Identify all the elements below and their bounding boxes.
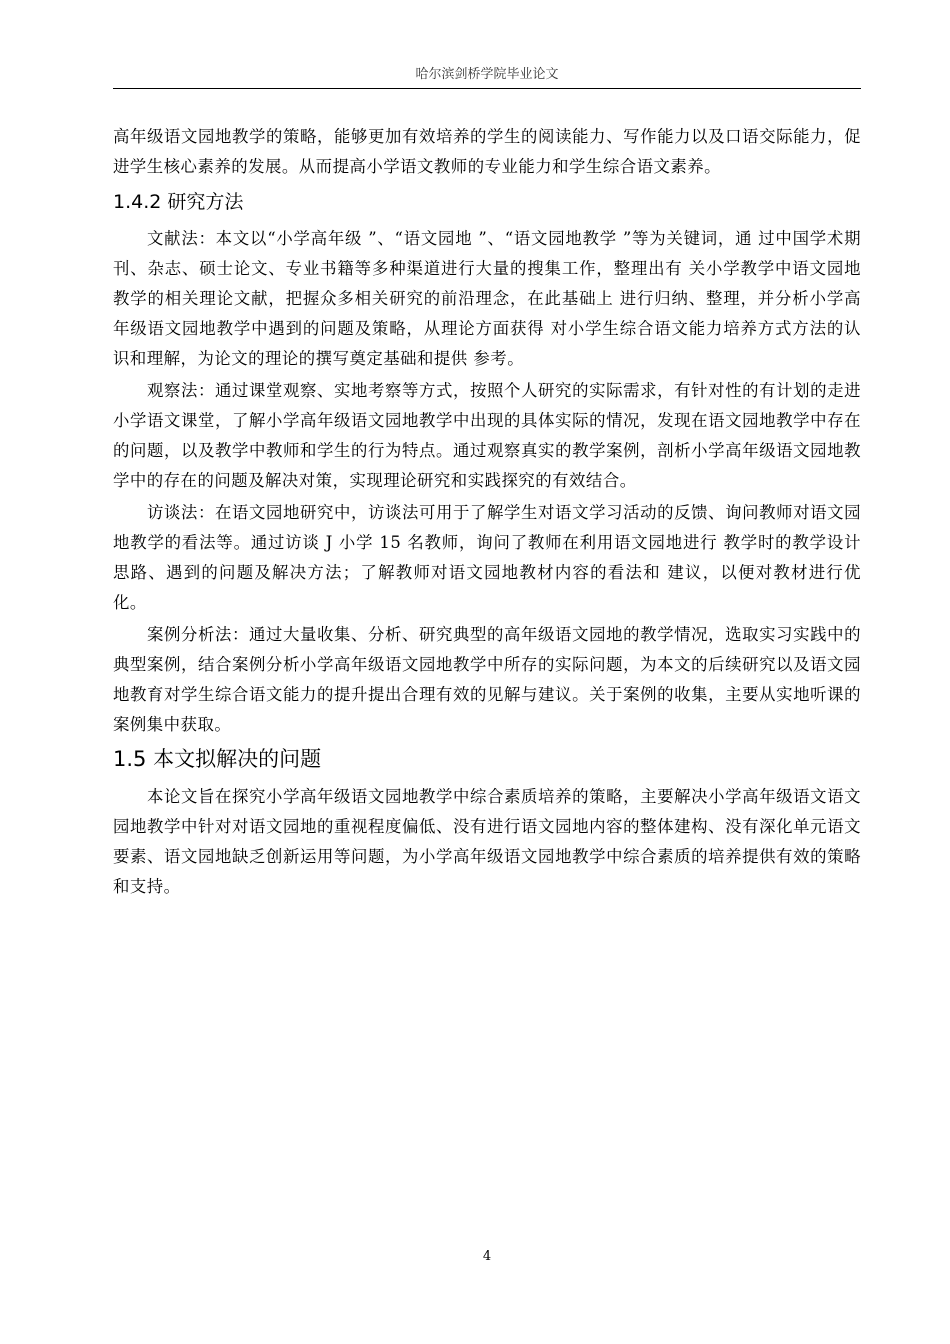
section-heading-1-4-2: 1.4.2 研究方法 bbox=[113, 191, 244, 213]
paragraph-problems-to-solve: 本论文旨在探究小学高年级语文园地教学中综合素质培养的策略，主要解决小学高年级语文语文园地教学中针对对语文园地的重视程度偏低、没有进行语文园地内容的整体建构、没有深化单元语文要素、语文园地缺乏创新运用等问题，为小学高年级语文园地教学中综合素质的培养提供有效的策略和支持。 bbox=[113, 787, 861, 896]
section-heading-1-5: 1.5 本文拟解决的问题 bbox=[113, 747, 322, 771]
paragraph-observation-method: 观察法：通过课堂观察、实地考察等方式，按照个人研究的实际需求，有针对性的有计划的走进小学语文课堂，了解小学高年级语文园地教学中出现的具体实际的情况，发现在语文园地教学中存在的问题，以及教学中教师和学生的行为特点。通过观察真实的教学案例，剖析小学高年级语文园地教学中的存在的问题及解决对策，实现理论研究和实践探究的有效结合。 bbox=[113, 381, 861, 490]
paragraph-literature-method: 文献法：本文以“小学高年级 ”、“语文园地 ”、“语文园地教学 ”等为关键词，通 过中国学术期刊、杂志、硕士论文、专业书籍等多种渠道进行大量的搜集工作，整理出有 关小学教学中语文园地教学的相关理论文献，把握众多相关研究的前沿理念，在此基础上 进行归纳、整理，并分析小学高年级语文园地教学中遇到的问题及策略，从理论方面获得 对小学生综合语文能力培养方式方法的认识和理解，为论文的理论的撰写奠定基础和提供 参考。 bbox=[113, 229, 861, 368]
document-body bbox=[113, 122, 861, 904]
page-header: 哈尔滨剑桥学院毕业论文 bbox=[415, 67, 559, 82]
paragraph-intro-continuation: 高年级语文园地教学的策略，能够更加有效培养的学生的阅读能力、写作能力以及口语交际能力，促进学生核心素养的发展。从而提高小学语文教师的专业能力和学生综合语文素养。 bbox=[113, 127, 861, 176]
paragraph-interview-method: 访谈法：在语文园地研究中，访谈法可用于了解学生对语文学习活动的反馈、询问教师对语文园地教学的看法等。通过访谈 J 小学 15 名教师，询问了教师在利用语文园地进行 教学时的教学设计思路、遇到的问题及解决方法；了解教师对语文园地教材内容的看法和 建议，以便对教材进行优化。 bbox=[113, 503, 861, 612]
page-number: 4 bbox=[482, 1249, 492, 1264]
paragraph-case-analysis-method: 案例分析法：通过大量收集、分析、研究典型的高年级语文园地的教学情况，选取实习实践中的典型案例，结合案例分析小学高年级语文园地教学中所存的实际问题，为本文的后续研究以及语文园地教育对学生综合语文能力的提升提出合理有效的见解与建议。关于案例的收集，主要从实地听课的案例集中获取。 bbox=[113, 625, 861, 734]
header-divider bbox=[113, 88, 861, 89]
